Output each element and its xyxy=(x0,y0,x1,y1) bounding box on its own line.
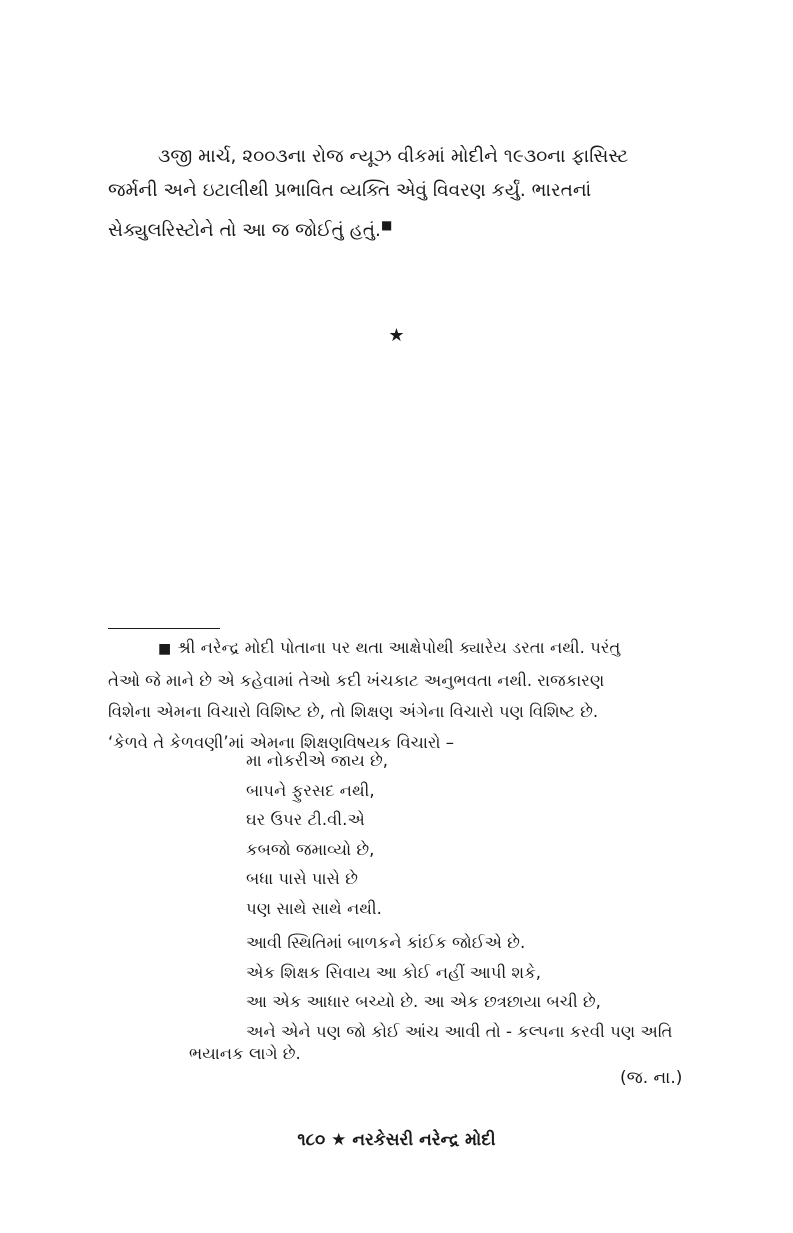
footnote-line xyxy=(108,632,712,665)
poem-line: આવી સ્થિતિમાં બાળકને કાંઈક જોઈએ છે. xyxy=(246,933,526,952)
poem-line: બાપને ફુરસદ નથી, xyxy=(246,780,375,800)
footnote-rule xyxy=(108,628,220,629)
page-footer: ૧૮૦ ★ નરકેસરી નરેન્દ્ર મોદી xyxy=(297,1130,496,1150)
footnote xyxy=(108,632,712,758)
paragraph-line: જર્મની અને ઇટાલીથી પ્રભાવિત વ્યક્તિ એવું વિવરણ કર્યું. ભારતનાં xyxy=(108,180,592,201)
paragraph-line: ૩જી માર્ચ, ૨૦૦૩ના રોજ ન્યૂઝ વીકમાં મોદીને ૧૯૩૦ના ફાસિસ્ટ xyxy=(158,146,629,167)
poem-line: અને એને પણ જો કોઈ આંચ આવી તો - કલ્પના કરવી પણ અતિ xyxy=(246,1021,673,1041)
poem-line: મા નોકરીએ જાય છે, xyxy=(246,751,389,770)
footnote-bullet: ■ xyxy=(158,641,172,657)
paragraph-line-text: સેક્યુલરિસ્ટોને તો આ જ જોઈતું હતું. xyxy=(108,220,381,242)
main-paragraph xyxy=(108,140,708,248)
footnote-line: તેઓ જે માને છે એ કહેવામાં તેઓ કદી ખંચકાટ અનુભવતા નથી. રાજકારણ xyxy=(108,671,605,690)
poem-line: કબજો જમાવ્યો છે, xyxy=(246,839,375,859)
footnote-line: વિશેના એમના વિચારો વિશિષ્ટ છે, તો શિક્ષણ અંગેના વિચારો પણ વિશિષ્ટ છે. xyxy=(108,702,599,721)
attribution: (જ. ના.) xyxy=(620,1068,683,1088)
footnote-marker: ■ xyxy=(380,218,393,232)
poem-stanza-2 xyxy=(246,928,673,1046)
poem-stanza-1 xyxy=(246,746,388,923)
poem-line-wrap: ભયાનક લાગે છે. xyxy=(189,1044,301,1063)
poem-line: ઘર ઉપર ટી.વી.એ xyxy=(246,810,365,829)
star-divider: ★ xyxy=(388,325,405,346)
poem-line: આ એક આધાર બચ્યો છે. આ એક છત્રછાયા બચી છે, xyxy=(246,992,601,1011)
paragraph-line xyxy=(108,208,708,248)
poem-line: પણ સાથે સાથે નથી. xyxy=(246,898,382,918)
footnote-line: ‘કેળવે તે કેળવણી’માં એમના શિક્ષણવિષયક વિચારો – xyxy=(108,733,455,752)
poem-line: બધા પાસે પાસે છે xyxy=(246,869,358,888)
footnote-line-text: શ્રી નરેન્દ્ર મોદી પોતાના પર થતા આક્ષેપોથી ક્યારેય ડરતા નથી. પરંતુ xyxy=(177,638,621,657)
poem-line: એક શિક્ષક સિવાય આ કોઈ નહીં આપી શકે, xyxy=(246,962,542,982)
